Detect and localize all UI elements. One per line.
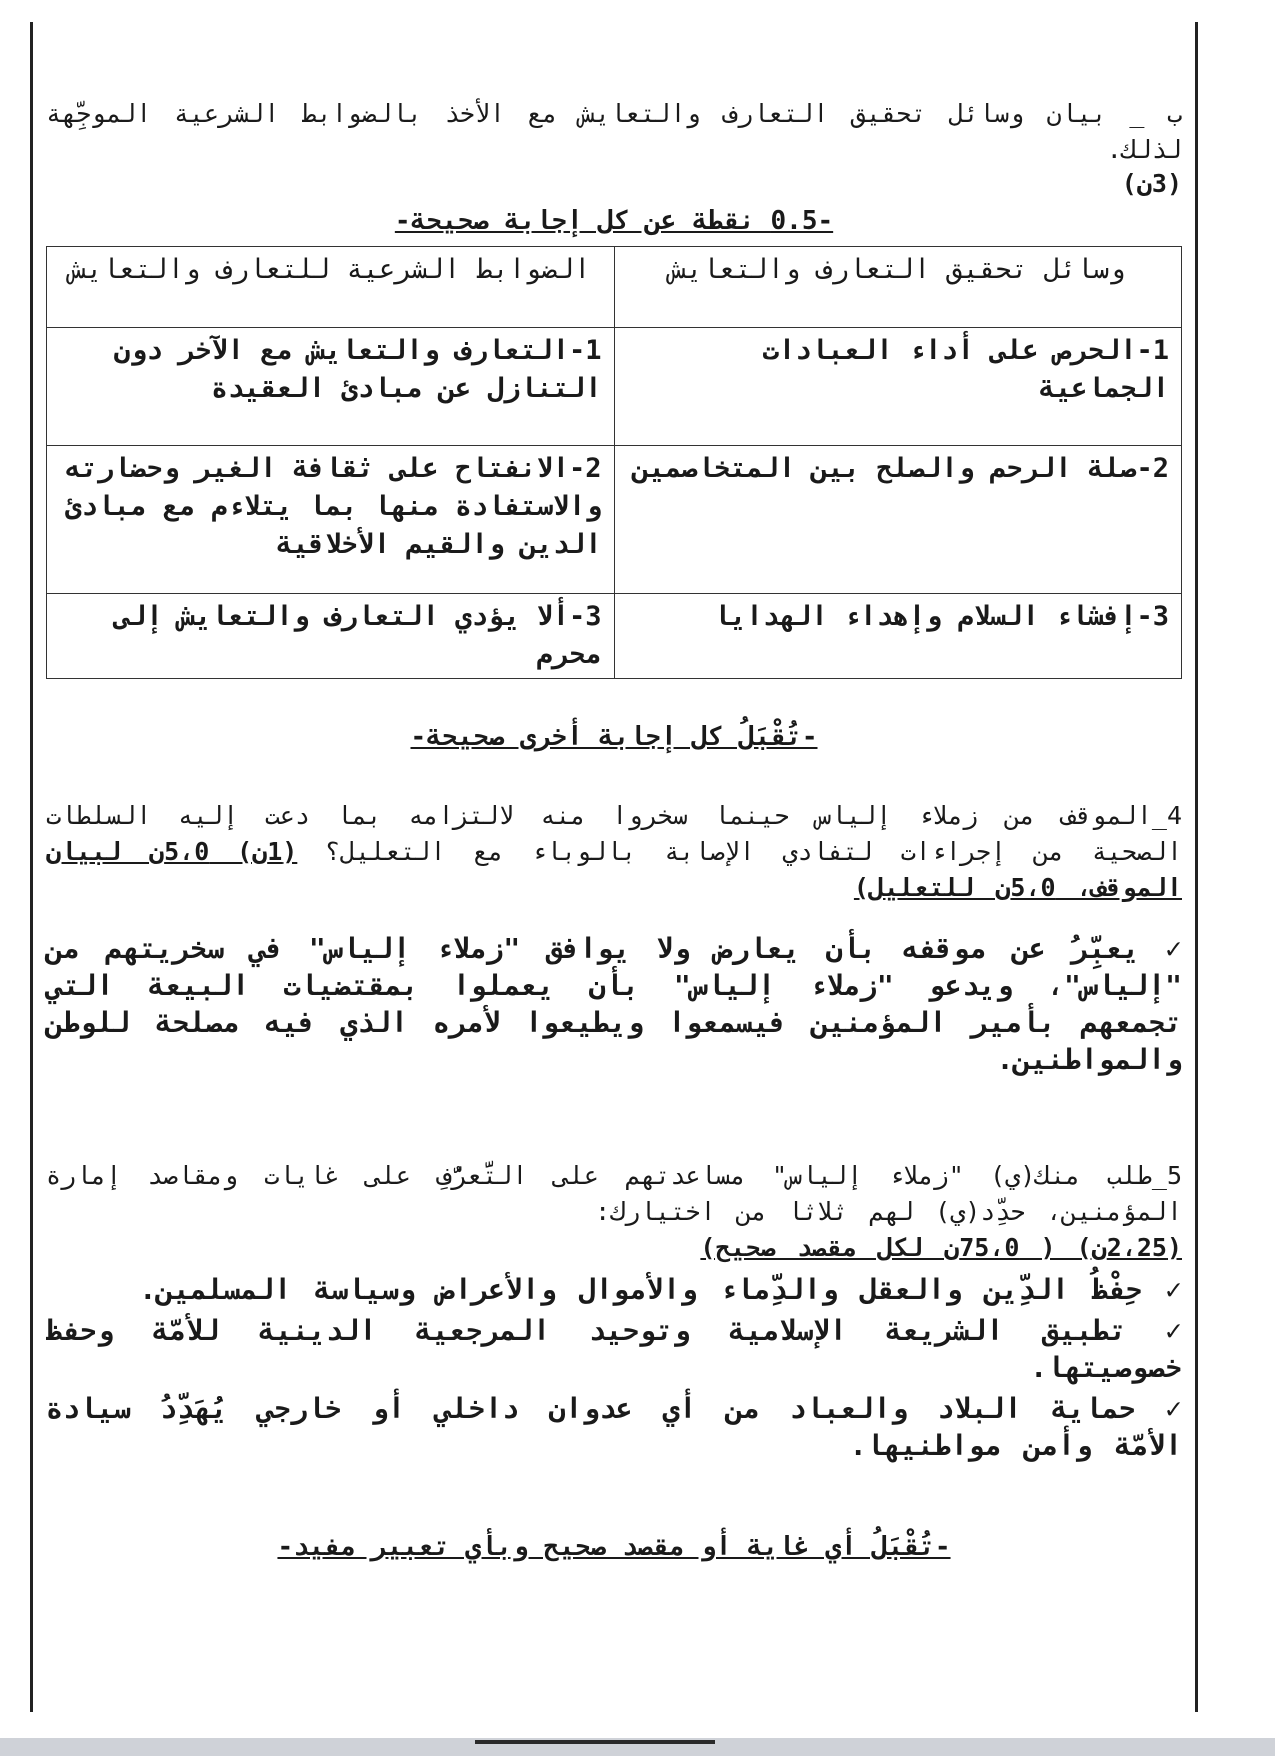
accept-note-2: -تُقْبَلُ أي غاية أو مقصد صحيح وبأي تعبير مفيد-	[277, 1532, 951, 1562]
table-cell-means: 3-إفشاء السلام وإهداء الهدايا	[614, 594, 1182, 679]
question-4-text: 4_الموقف من زملاء إلياس حينما سخروا منه لالتزامه بما دعت إليه السلطات الصحية من إجراءات لتفادي الإصابة بالوباء مع التعليل؟	[46, 801, 1183, 866]
answer-5-list	[46, 1271, 1182, 1468]
accept-note-1: -تُقْبَلُ كل إجابة أخرى صحيحة-	[410, 722, 818, 752]
left-margin-line	[30, 22, 33, 1712]
answer-4	[46, 930, 1182, 1078]
question-4	[46, 798, 1182, 906]
table-cell-rules: 3-ألا يؤدي التعارف والتعايش إلى محرم	[47, 594, 615, 679]
table-row	[47, 328, 1182, 446]
criteria-table	[46, 246, 1182, 679]
answer-4-text: ✓ يعبِّرُ عن موقفه بأن يعارض ولا يوافق "زملاء إلياس" في سخريتهم من "إلياس"، ويدعو "زملاء إلياس" بأن يعملوا بمقتضيات البيعة التي تجمعهم بأمير المؤمنين فيسمعوا ويطيعوا لأمره الذي فيه مصلحة للوطن والمواطنين.	[46, 932, 1182, 1076]
question-4-points: (1ن) 5،0ن لبيان الموقف، 5،0ن للتعليل)	[46, 837, 1182, 902]
question-4-paragraph	[46, 798, 1182, 906]
table-header-rules: الضوابط الشرعية للتعارف والتعايش	[47, 247, 615, 328]
scan-bottom-mark	[475, 1740, 715, 1744]
question-5-text: 5_طلب منك(ي) "زملاء إلياس" مساعدتهم على التَّعرُّفِ على غايات ومقاصد إمارة المؤمنين، حدِّد(ي) لهم ثلاثا من اختيارك:	[46, 1161, 1182, 1226]
question-5-points: (2،25ن) ( 75،0ن لكل مقصد صحيح)	[700, 1233, 1182, 1262]
question-1b	[46, 96, 1182, 202]
answer-5-item: ✓ حماية البلاد والعباد من أي عدوان داخلي أو خارجي يُهَدِّدُ سيادة الأمّة وأمن مواطنيها.	[46, 1392, 1182, 1462]
table-cell-means: 2-صلة الرحم والصلح بين المتخاصمين	[614, 446, 1182, 594]
answer-5-item: ✓ تطبيق الشريعة الإسلامية وتوحيد المرجعية الدينية للأمّة وحفظ خصوصيتها.	[46, 1314, 1182, 1384]
table-scoring-note: -0.5 نقطة عن كل إجابة صحيحة-	[394, 206, 834, 236]
table-row	[47, 446, 1182, 594]
table-cell-means: 1-الحرص على أداء العبادات الجماعية	[614, 328, 1182, 446]
answer-5-item: ✓ حِفْظُ الدِّين والعقل والدِّماء والأموال والأعراض وسياسة المسلمين.	[139, 1273, 1182, 1306]
table-header-means: وسائل تحقيق التعارف والتعايش	[614, 247, 1182, 328]
table-row	[47, 594, 1182, 679]
table-cell-rules: 1-التعارف والتعايش مع الآخر دون التنازل عن مبادئ العقيدة	[47, 328, 615, 446]
question-1b-text: ب _ بيان وسائل تحقيق التعارف والتعايش مع الأخذ بالضوابط الشرعية الموجِّهة لذلك.	[46, 99, 1182, 164]
question-5	[46, 1158, 1182, 1266]
table-header-row	[47, 247, 1182, 328]
table-cell-rules: 2-الانفتاح على ثقافة الغير وحضارته والاستفادة منها بما يتلاءم مع مبادئ الدين والقيم الأخلاقية	[47, 446, 615, 594]
right-margin-line	[1195, 22, 1198, 1712]
question-1b-points: (3ن)	[1121, 169, 1182, 198]
